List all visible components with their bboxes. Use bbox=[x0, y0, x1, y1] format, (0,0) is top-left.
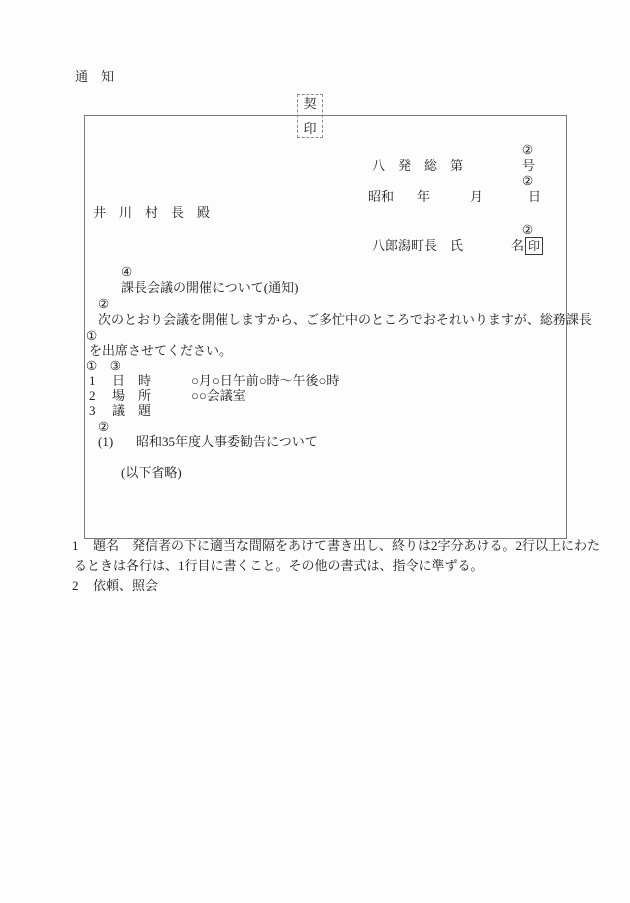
item-label: 議 題 bbox=[112, 403, 152, 418]
omitted-marker: (以下省略) bbox=[121, 465, 182, 480]
page-title: 通 知 bbox=[75, 69, 115, 84]
agenda-item-text: 昭和35年度人事委勧告について bbox=[136, 434, 318, 449]
item-value: ○○会議室 bbox=[191, 388, 246, 403]
item-label: 日 時 bbox=[112, 373, 152, 388]
annotation-para1: ② bbox=[98, 297, 110, 311]
item-number: 3 bbox=[89, 403, 96, 418]
addressee: 井 川 村 長 殿 bbox=[93, 205, 211, 220]
item-number: 1 bbox=[89, 373, 96, 388]
note-2-number: 2 bbox=[72, 578, 79, 593]
sender-name: 八郎潟町長 氏 bbox=[372, 238, 464, 253]
note-1-line-2: るときは各行は、1行目に書くこと。その他の書式は、指令に準ずる。 bbox=[74, 558, 484, 573]
ref-no-suffix: 号 bbox=[522, 158, 536, 173]
sender-seal-stamp: 印 bbox=[525, 237, 543, 255]
annotation-para2: ① bbox=[86, 329, 98, 343]
tally-seal-top-char: 契 bbox=[303, 96, 317, 111]
annotation-agenda: ② bbox=[98, 420, 110, 434]
sender-name-suffix: 名 bbox=[511, 238, 525, 253]
annotation-ref-no: ② bbox=[522, 143, 534, 157]
note-1-line-1: 題名 発信者の下に適当な間隔をあけて書き出し、終りは2字分あける。2行以上にわた bbox=[93, 538, 601, 553]
body-paragraph-2: を出席させてください。 bbox=[89, 343, 233, 358]
body-paragraph-1: 次のとおり会議を開催しますから、ご多忙中のところでおそれいりますが、総務課長 bbox=[98, 312, 592, 327]
annotation-date: ② bbox=[522, 174, 534, 188]
item-value: ○月○日午前○時～午後○時 bbox=[191, 373, 340, 388]
date-year: 年 bbox=[417, 189, 431, 204]
note-2-text: 依頼、照会 bbox=[93, 578, 159, 593]
item-number: 2 bbox=[89, 388, 96, 403]
subject-line: 課長会議の開催について(通知) bbox=[121, 280, 299, 295]
annotation-para3: ① ③ bbox=[86, 359, 121, 373]
date-day: 日 bbox=[528, 189, 542, 204]
annotation-subject: ④ bbox=[121, 265, 133, 279]
note-1-number: 1 bbox=[72, 538, 79, 553]
tally-seal-box bbox=[297, 94, 323, 138]
date-month: 月 bbox=[470, 189, 484, 204]
date-era: 昭和 bbox=[368, 189, 395, 204]
tally-seal-bottom-char: 印 bbox=[303, 121, 317, 136]
ref-no-prefix: 八 発 総 第 bbox=[372, 158, 464, 173]
annotation-sender-seal: ② bbox=[522, 223, 534, 237]
agenda-item-number: (1) bbox=[98, 434, 114, 449]
item-label: 場 所 bbox=[112, 388, 152, 403]
document-frame bbox=[84, 115, 592, 539]
